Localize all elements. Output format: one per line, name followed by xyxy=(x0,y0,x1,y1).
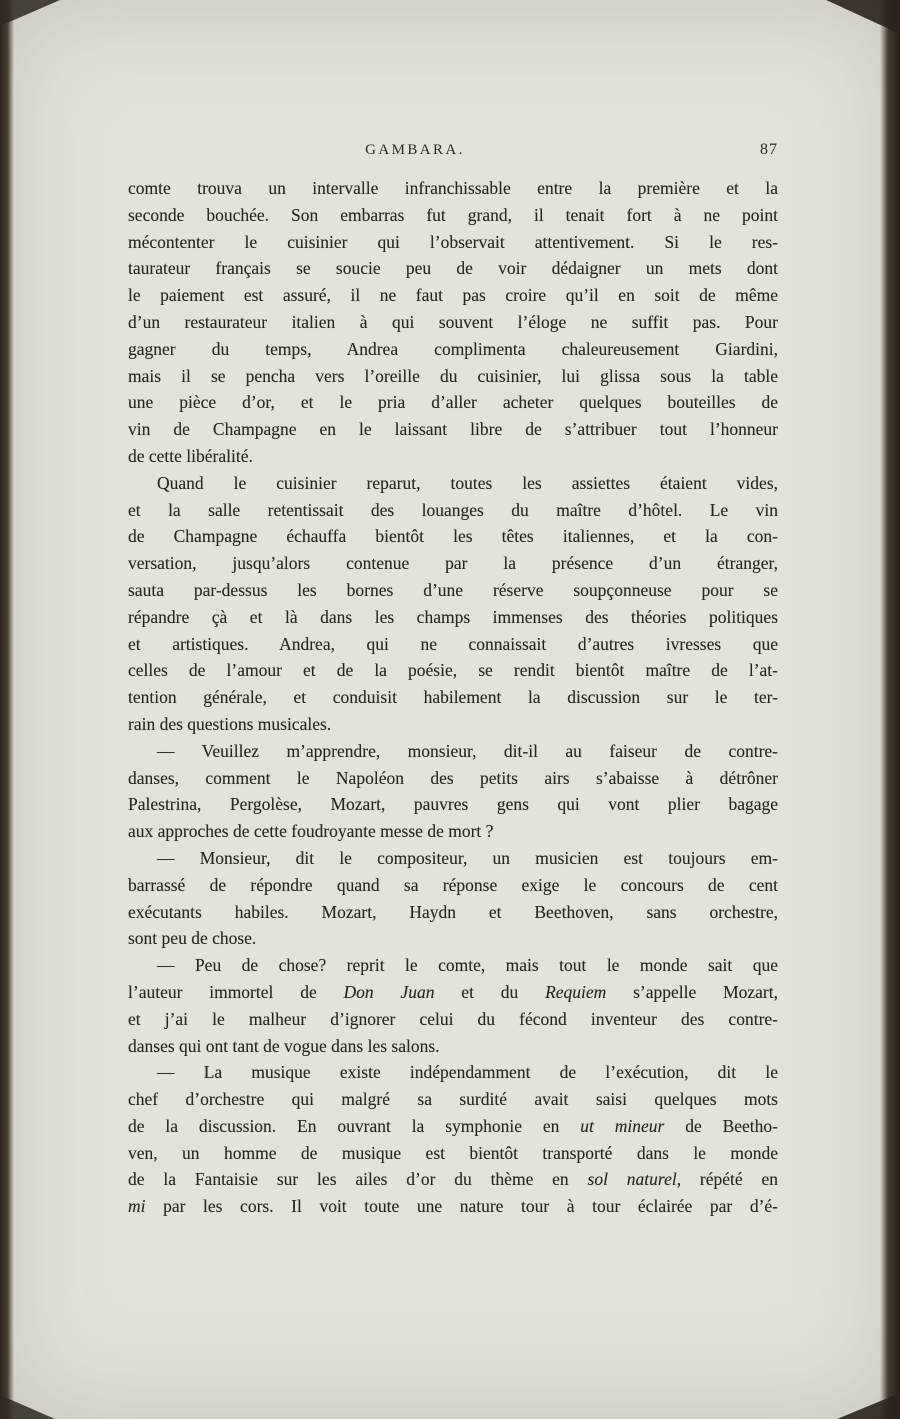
text-segment: mécontenter le cuisinier qui l’observait attentivement. Si le res- xyxy=(128,231,778,252)
text-segment: le paiement est assuré, il ne faut pas croire qu’il en soit de même xyxy=(128,285,778,306)
text-line xyxy=(128,979,778,1006)
text-line xyxy=(128,202,778,229)
paragraph xyxy=(128,175,778,470)
text-line xyxy=(128,309,778,336)
text-segment: et artistiques. Andrea, qui ne connaissait d’autres ivresses que xyxy=(128,633,778,654)
paragraph xyxy=(128,845,778,952)
paragraph xyxy=(128,470,778,738)
text-segment: de Beetho- xyxy=(664,1115,778,1136)
text-line xyxy=(128,416,778,443)
text-line xyxy=(128,925,778,952)
scan-edge-left xyxy=(0,0,14,1419)
text-segment: — Monsieur, dit le compositeur, un musicien est toujours em- xyxy=(157,847,778,868)
text-line xyxy=(128,336,778,363)
italic-text-segment: Don Juan xyxy=(343,981,435,1002)
text-segment: d’un restaurateur italien à qui souvent l’éloge ne suffit pas. Pour xyxy=(128,311,778,332)
text-line xyxy=(128,631,778,658)
text-segment: une pièce d’or, et le pria d’aller acheter quelques bouteilles de xyxy=(128,392,778,413)
text-line xyxy=(128,363,778,390)
text-line xyxy=(128,604,778,631)
text-line xyxy=(128,389,778,416)
text-line xyxy=(128,952,778,979)
text-line xyxy=(128,1059,778,1086)
page-number: 87 xyxy=(760,141,778,158)
text-segment: de la Fantaisie sur les ailes d’or du thème en xyxy=(128,1169,588,1190)
text-segment: rain des questions musicales. xyxy=(128,713,332,734)
text-line xyxy=(128,175,778,202)
text-line xyxy=(128,577,778,604)
text-segment: aux approches de cette foudroyante messe de mort ? xyxy=(128,821,494,842)
text-line xyxy=(128,657,778,684)
text-segment: , répété en xyxy=(676,1169,779,1190)
text-segment: tention générale, et conduisit habilement la discussion sur le ter- xyxy=(128,687,778,708)
text-segment: par les cors. Il voit toute une nature tour à tour éclairée par d’é- xyxy=(145,1196,778,1217)
text-line xyxy=(128,443,778,470)
text-line xyxy=(128,1086,778,1113)
text-segment: de cette libéralité. xyxy=(128,445,253,466)
text-line xyxy=(128,1140,778,1167)
text-line xyxy=(128,470,778,497)
text-line xyxy=(128,1193,778,1220)
text-segment: danses, comment le Napoléon des petits airs s’abaisse à détrôner xyxy=(128,767,778,788)
text-line xyxy=(128,255,778,282)
text-line xyxy=(128,845,778,872)
text-segment: mais il se pencha vers l’oreille du cuisinier, lui glissa sous la table xyxy=(128,365,778,386)
text-segment: chef d’orchestre qui malgré sa surdité avait saisi quelques mots xyxy=(128,1089,778,1110)
text-line xyxy=(128,523,778,550)
text-segment: — Veuillez m’apprendre, monsieur, dit-il au faiseur de contre- xyxy=(157,740,778,761)
text-line xyxy=(128,282,778,309)
text-block xyxy=(128,175,778,1220)
text-segment: danses qui ont tant de vogue dans les salons. xyxy=(128,1035,440,1056)
text-line xyxy=(128,1113,778,1140)
text-segment: sont peu de chose. xyxy=(128,928,257,949)
text-line xyxy=(128,818,778,845)
running-title: GAMBARA. xyxy=(365,142,465,158)
text-line xyxy=(128,738,778,765)
text-line xyxy=(128,497,778,524)
text-line xyxy=(128,1166,778,1193)
text-segment: gagner du temps, Andrea complimenta chaleureusement Giardini, xyxy=(128,338,778,359)
text-line xyxy=(128,684,778,711)
text-segment: vin de Champagne en le laissant libre de s’attribuer tout l’honneur xyxy=(128,419,778,440)
text-segment: barrassé de répondre quand sa réponse exige le concours de cent xyxy=(128,874,778,895)
text-segment: ven, un homme de musique est bientôt transporté dans le monde xyxy=(128,1142,778,1163)
running-head xyxy=(128,142,778,162)
text-line xyxy=(128,229,778,256)
text-segment: celles de l’amour et de la poésie, se rendit bientôt maître de l’at- xyxy=(128,660,778,681)
text-line xyxy=(128,872,778,899)
text-line xyxy=(128,899,778,926)
paragraph xyxy=(128,952,778,1059)
text-segment: sauta par-dessus les bornes d’une réserve soupçonneuse pour se xyxy=(128,579,778,600)
text-segment: comte trouva un intervalle infranchissable entre la première et la xyxy=(128,178,778,198)
text-segment: Quand le cuisinier reparut, toutes les assiettes étaient vides, xyxy=(157,472,778,493)
paragraph xyxy=(128,1059,778,1220)
text-line xyxy=(128,550,778,577)
text-line xyxy=(128,1033,778,1060)
italic-text-segment: Requiem xyxy=(545,981,607,1002)
text-segment: l’auteur immortel de xyxy=(128,981,344,1002)
text-segment: Palestrina, Pergolèse, Mozart, pauvres gens qui vont plier bagage xyxy=(128,794,778,815)
text-line xyxy=(128,1006,778,1033)
text-line xyxy=(128,791,778,818)
text-segment: et la salle retentissait des louanges du maître d’hôtel. Le vin xyxy=(128,499,778,520)
italic-text-segment: ut mineur xyxy=(580,1115,665,1136)
text-line xyxy=(128,711,778,738)
italic-text-segment: mi xyxy=(128,1196,146,1217)
text-segment: répandre çà et là dans les champs immenses des théories politiques xyxy=(128,606,778,627)
text-segment: exécutants habiles. Mozart, Haydn et Beethoven, sans orchestre, xyxy=(128,901,778,922)
text-segment: et du xyxy=(434,981,546,1002)
text-segment: — Peu de chose? reprit le comte, mais tout le monde sait que xyxy=(157,955,778,976)
text-segment: de la discussion. En ouvrant la symphonie en xyxy=(128,1115,581,1136)
text-line xyxy=(128,765,778,792)
text-segment: de Champagne échauffa bientôt les têtes italiennes, et la con- xyxy=(128,526,778,547)
text-segment: — La musique existe indépendamment de l’exécution, dit le xyxy=(157,1062,778,1083)
text-segment: et j’ai le malheur d’ignorer celui du fécond inventeur des contre- xyxy=(128,1008,778,1029)
scan-edge-right xyxy=(880,0,900,1419)
text-segment: seconde bouchée. Son embarras fut grand, il tenait fort à ne point xyxy=(128,204,778,225)
text-segment: versation, jusqu’alors contenue par la présence d’un étranger, xyxy=(128,553,778,574)
text-segment: s’appelle Mozart, xyxy=(606,981,778,1002)
text-segment: taurateur français se soucie peu de voir dédaigner un mets dont xyxy=(128,258,778,279)
paragraph xyxy=(128,738,778,845)
italic-text-segment: sol naturel xyxy=(587,1169,677,1190)
